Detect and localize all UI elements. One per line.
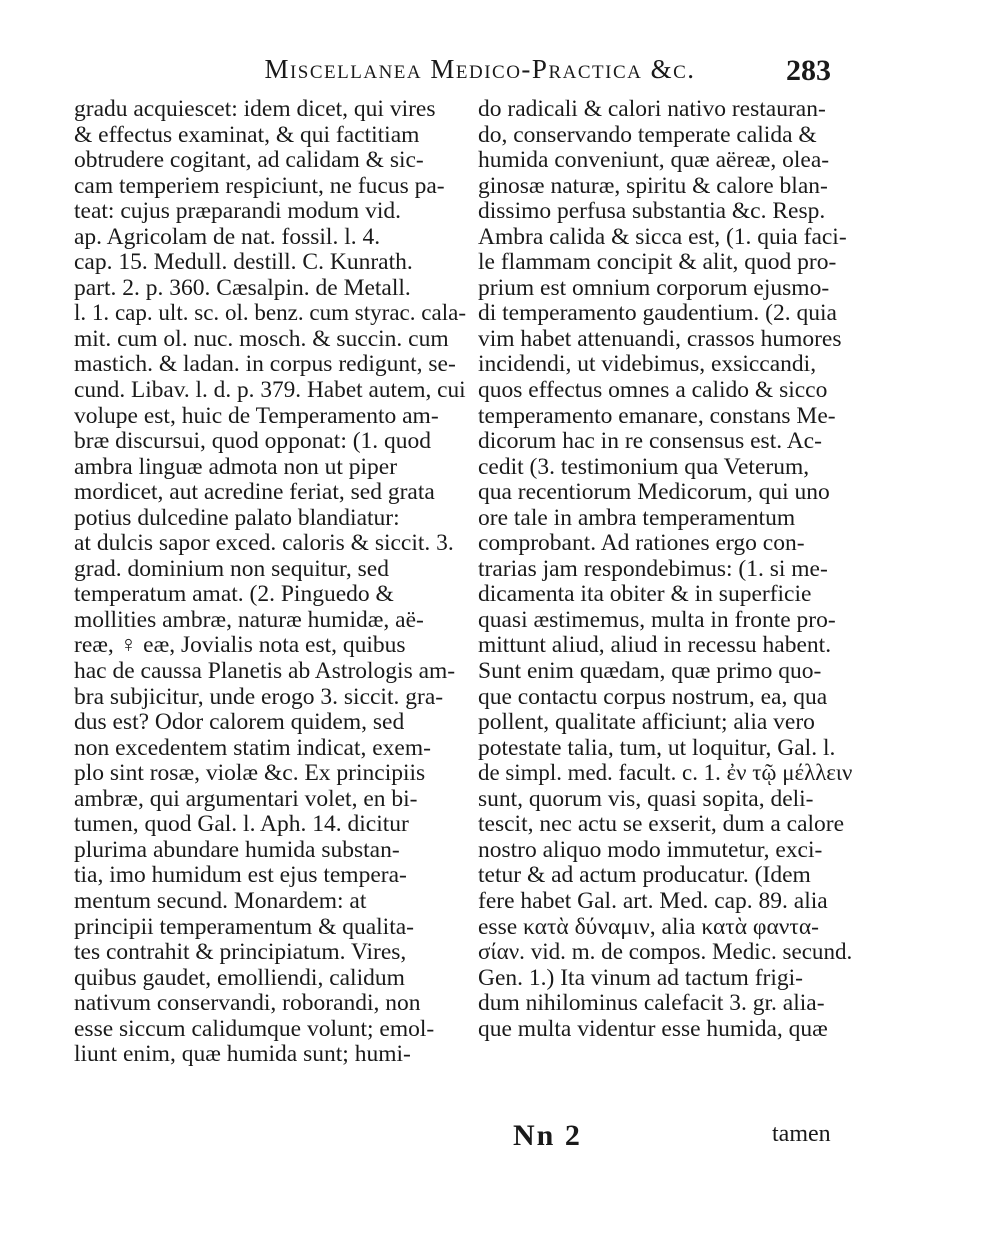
text-line: gradu acquiescet: idem dicet, qui vires xyxy=(74,96,436,122)
text-line: de simpl. med. facult. c. 1. ἐν τῷ μέλλειν xyxy=(478,760,853,787)
text-line: le flammam concipit & alit, quod pro- xyxy=(478,249,837,276)
text-line: reæ, ♀ eæ, Jovialis nota est, quibus xyxy=(74,632,406,659)
text-line: l. 1. cap. ult. sc. ol. benz. cum styrac. cala- xyxy=(74,300,467,327)
text-line: quasi æstimemus, multa in fronte pro- xyxy=(478,606,836,633)
signature-mark: Nn 2 xyxy=(513,1119,582,1152)
text-line: fere habet Gal. art. Med. cap. 89. alia xyxy=(478,887,828,914)
text-line: esse κατὰ δύναμιν, alia κατὰ φαντα- xyxy=(478,913,820,940)
text-line: ginosæ naturæ, spiritu & calore blan- xyxy=(478,172,828,199)
text-line: mollities ambræ, naturæ humidæ, aë- xyxy=(74,606,424,633)
text-line: mentum secund. Monardem: at xyxy=(74,887,367,914)
text-line: grad. dominium non sequitur, sed xyxy=(74,555,389,582)
text-line: mordicet, aut acredine feriat, sed grata xyxy=(74,479,435,506)
text-line: vim habet attenuandi, crassos humores xyxy=(478,325,842,352)
text-line: ap. Agricolam de nat. fossil. l. 4. xyxy=(74,223,381,250)
text-line: liunt enim, quæ humida sunt; humi- xyxy=(74,1041,411,1068)
text-line: di temperamento gaudentium. (2. quia xyxy=(478,300,837,327)
text-line: bra subjicitur, unde erogo 3. siccit. gra- xyxy=(74,683,444,710)
text-line: que contactu corpus nostrum, ea, qua xyxy=(478,683,828,710)
text-line: mittunt aliud, aliud in recessu habent. xyxy=(478,632,832,659)
text-line: Ambra calida & sicca est, (1. quia faci- xyxy=(478,223,847,250)
text-line: dus est? Odor calorem quidem, sed xyxy=(74,709,405,736)
text-line: cam temperiem respiciunt, ne fucus pa- xyxy=(74,172,445,199)
text-line: quibus gaudet, emolliendi, calidum xyxy=(74,964,405,991)
text-line: cedit (3. testimonium qua Veterum, xyxy=(478,453,810,480)
text-line: dicamenta ita obiter & in superficie xyxy=(478,581,812,608)
text-line: mastich. & ladan. in corpus redigunt, se- xyxy=(74,351,456,378)
text-line: ore tale in ambra temperamentum xyxy=(478,504,796,531)
text-line: tia, imo humidum est ejus tempera- xyxy=(74,862,407,889)
text-line: & effectus examinat, & qui factitiam xyxy=(74,121,420,148)
catchword: tamen xyxy=(772,1121,831,1147)
text-line: bræ discursui, quod opponat: (1. quod xyxy=(74,428,432,455)
text-line: ambræ, qui argumentari volet, en bi- xyxy=(74,785,418,812)
text-line: principii temperamentum & qualita- xyxy=(74,913,414,940)
page-number: 283 xyxy=(786,54,831,87)
text-line: plurima abundare humida substan- xyxy=(74,836,400,863)
text-line: σίαν. vid. m. de compos. Medic. secund. xyxy=(478,939,853,966)
text-line: part. 2. p. 360. Cæsalpin. de Metall. xyxy=(74,274,411,301)
running-title: Miscellanea Medico-Practica &c. xyxy=(264,54,696,84)
text-line: potestate talia, tum, ut loquitur, Gal. l. xyxy=(478,734,836,761)
text-line: dicorum hac in re consensus est. Ac- xyxy=(478,428,822,455)
text-line: tescit, nec actu se exserit, dum a calore xyxy=(478,811,845,838)
text-line: tes contrahit & principiatum. Vires, xyxy=(74,939,407,966)
text-line: qua recentiorum Medicorum, qui uno xyxy=(478,479,830,506)
text-line: dissimo perfusa substantia &c. Resp. xyxy=(478,198,826,225)
text-line: teat: cujus præparandi modum vid. xyxy=(74,198,401,225)
text-line: ambra linguæ admota non ut piper xyxy=(74,453,398,480)
text-line: Sunt enim quædam, quæ primo quo- xyxy=(478,658,822,685)
text-line: temperamento emanare, constans Me- xyxy=(478,402,836,429)
text-line: dum nihilominus calefacit 3. gr. alia- xyxy=(478,990,825,1017)
text-line: tumen, quod Gal. l. Aph. 14. dicitur xyxy=(74,811,409,838)
text-line: que multa videntur esse humida, quæ xyxy=(478,1015,828,1042)
right-text-column xyxy=(478,97,852,1042)
text-line: prium est omnium corporum ejusmo- xyxy=(478,274,830,301)
text-line: plo sint rosæ, violæ &c. Ex principiis xyxy=(74,760,426,787)
text-line: sunt, quorum vis, quasi sopita, deli- xyxy=(478,785,814,812)
text-line: do radicali & calori nativo restauran- xyxy=(478,96,826,122)
text-line: trarias jam respondebimus: (1. si me- xyxy=(478,555,828,582)
text-line: cund. Libav. l. d. p. 379. Habet autem, cui xyxy=(74,377,466,404)
text-line: Gen. 1.) Ita vinum ad tactum frigi- xyxy=(478,964,803,991)
text-line: temperatum amat. (2. Pinguedo & xyxy=(74,581,394,608)
text-line: mit. cum ol. nuc. mosch. & succin. cum xyxy=(74,325,449,352)
text-line: humida conveniunt, quæ aëreæ, olea- xyxy=(478,147,830,174)
text-line: esse siccum calidumque volunt; emol- xyxy=(74,1015,435,1042)
text-line: tetur & ad actum producatur. (Idem xyxy=(478,862,811,889)
text-line: quos effectus omnes a calido & sicco xyxy=(478,377,828,404)
text-line: nostro aliquo modo immutetur, exci- xyxy=(478,836,823,863)
text-line: nativum conservandi, roborandi, non xyxy=(74,990,421,1017)
text-line: potius dulcedine palato blandiatur: xyxy=(74,504,400,531)
text-line: pollent, qualitate afficiunt; alia vero xyxy=(478,709,815,736)
text-line: incidendi, ut videbimus, exsiccandi, xyxy=(478,351,817,378)
text-line: obtrudere cogitant, ad calidam & sic- xyxy=(74,147,424,174)
text-line: cap. 15. Medull. destill. C. Kunrath. xyxy=(74,249,413,276)
left-text-column xyxy=(74,97,466,1068)
text-line: volupe est, huic de Temperamento am- xyxy=(74,402,439,429)
text-line: non excedentem statim indicat, exem- xyxy=(74,734,431,761)
text-line: hac de caussa Planetis ab Astrologis am- xyxy=(74,658,456,685)
text-line: comprobant. Ad rationes ergo con- xyxy=(478,530,805,557)
text-line: do, conservando temperate calida & xyxy=(478,121,817,148)
text-line: at dulcis sapor exced. caloris & siccit. 3. xyxy=(74,530,454,557)
